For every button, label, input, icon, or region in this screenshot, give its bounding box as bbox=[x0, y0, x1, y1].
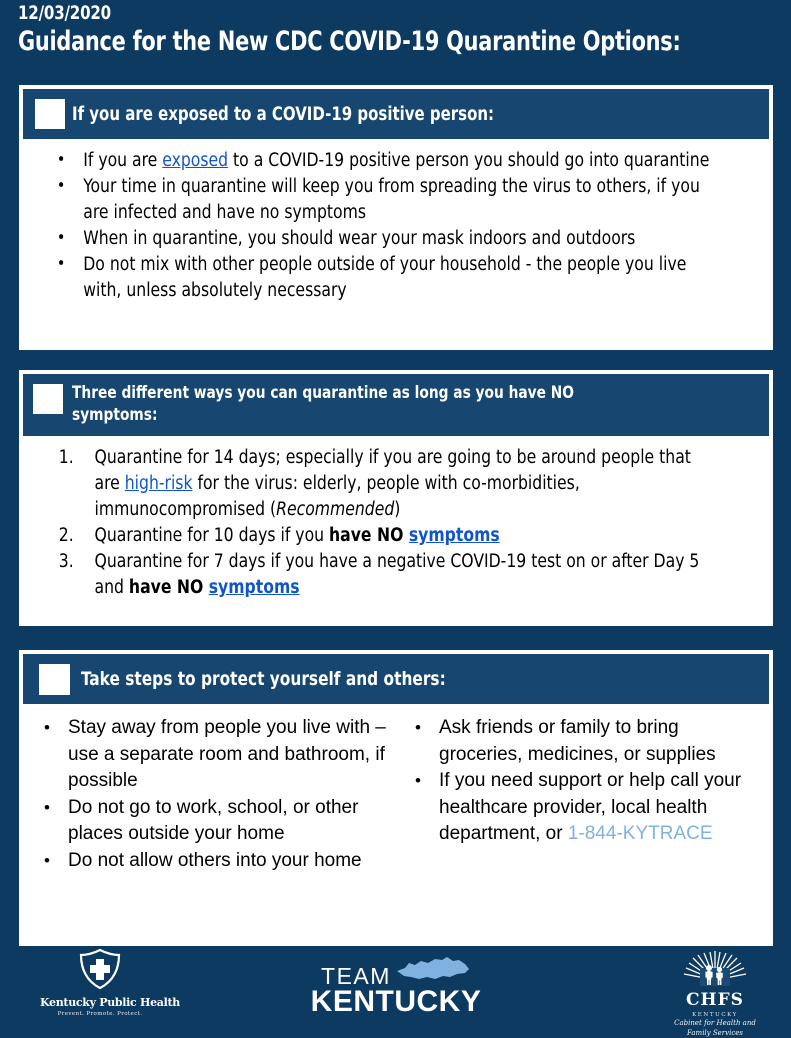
protect-steps-list-right bbox=[397, 715, 762, 848]
section-header-protect-steps bbox=[23, 654, 769, 704]
text-run: to a COVID-19 positive person you should go into quarantine bbox=[228, 150, 710, 171]
section-card-exposure bbox=[20, 86, 772, 349]
emphasis-bold: have NO bbox=[329, 525, 409, 546]
document-header bbox=[0, 0, 791, 65]
bullet-text bbox=[83, 150, 709, 171]
section-card-quarantine-options bbox=[20, 371, 772, 625]
protect-steps-column-left bbox=[32, 715, 397, 874]
white-square-bullet-icon bbox=[39, 664, 70, 695]
emphasis-italic: Recommended bbox=[276, 499, 395, 520]
text-run: Do not allow others into your home bbox=[68, 849, 362, 871]
quarantine-options-numbered-list bbox=[40, 445, 756, 601]
list-item bbox=[32, 715, 397, 795]
white-square-bullet-icon bbox=[33, 384, 63, 414]
text-run: for the virus: elderly, people with co-morbidities, immunocompromised ( bbox=[94, 473, 580, 520]
section-body-exposure bbox=[22, 140, 770, 312]
bullet-text bbox=[439, 717, 716, 765]
list-item bbox=[40, 148, 713, 174]
list-item bbox=[32, 848, 397, 875]
bullet-text bbox=[68, 717, 386, 791]
text-run: Quarantine for 10 days if you bbox=[94, 525, 330, 546]
list-item-number: 2. bbox=[58, 525, 74, 546]
kytrace-phone-link[interactable]: 1-844-KYTRACE bbox=[567, 823, 713, 844]
team-kentucky-logo bbox=[296, 955, 496, 1017]
protect-steps-column-right bbox=[397, 715, 762, 874]
chfs-logo-subtitle-line2: Family Services bbox=[687, 1029, 743, 1037]
text-run: Quarantine for 14 days; especially if you are going to be around people that are bbox=[94, 447, 691, 494]
list-item-text bbox=[95, 447, 691, 520]
section-header-quarantine-options bbox=[23, 374, 769, 436]
section-body-quarantine-options bbox=[22, 437, 770, 609]
section-heading-label: Three different ways you can quarantine as long as you have NO symptoms: bbox=[72, 383, 574, 425]
chfs-logo-name: CHFS bbox=[686, 990, 744, 1010]
kph-logo-name: Kentucky Public Health bbox=[40, 996, 180, 1009]
chfs-logo bbox=[660, 950, 770, 1038]
team-kentucky-line1: TEAM bbox=[321, 963, 391, 989]
kph-logo-tagline: Prevent. Promote. Protect. bbox=[57, 1011, 143, 1017]
chfs-logo-state: KENTUCKY bbox=[692, 1012, 738, 1018]
white-square-bullet-icon bbox=[35, 99, 65, 129]
list-item-number: 3. bbox=[58, 551, 74, 572]
kentucky-public-health-logo bbox=[40, 948, 180, 1017]
text-run: If you need support or help call your healthcare provider, local health department, or bbox=[439, 770, 742, 844]
shield-cross-icon bbox=[78, 977, 122, 994]
section-header-exposure bbox=[23, 89, 769, 139]
chfs-logo-subtitle-line1: Cabinet for Health and bbox=[674, 1019, 756, 1027]
protect-steps-list-left bbox=[32, 715, 397, 874]
bullet-text bbox=[68, 850, 362, 871]
section-card-protect-steps bbox=[20, 651, 772, 945]
inline-link[interactable]: exposed bbox=[162, 150, 229, 171]
list-item bbox=[40, 523, 713, 549]
bullet-text bbox=[83, 254, 686, 301]
text-run: Do not mix with other people outside of your household - the people you live with, unless absolutely necessary bbox=[83, 254, 687, 301]
bullet-text bbox=[83, 176, 700, 223]
list-item-text bbox=[95, 551, 700, 598]
inline-link[interactable]: symptoms bbox=[408, 525, 500, 546]
text-run: Do not go to work, school, or other places outside your home bbox=[68, 796, 359, 844]
text-run: Your time in quarantine will keep you from spreading the virus to others, if you are infected and have no symptoms bbox=[83, 176, 700, 223]
text-run: When in quarantine, you should wear your mask indoors and outdoors bbox=[83, 228, 636, 249]
section-heading-label: Take steps to protect yourself and others: bbox=[81, 667, 446, 690]
text-run: Ask friends or family to bring groceries, medicines, or supplies bbox=[439, 717, 716, 765]
text-run: Stay away from people you live with – use a separate room and bathroom, if possible bbox=[68, 717, 386, 791]
emphasis-bold: have NO bbox=[128, 577, 209, 598]
exposure-bullet-list bbox=[40, 148, 756, 304]
list-item bbox=[40, 252, 713, 304]
list-item bbox=[32, 795, 397, 848]
text-run: Quarantine for 7 days if you have a negative COVID-19 test on or after Day 5 and bbox=[94, 551, 700, 598]
section-heading-label: If you are exposed to a COVID-19 positive person: bbox=[72, 103, 495, 125]
text-run: If you are bbox=[83, 150, 163, 171]
bullet-text bbox=[83, 228, 635, 249]
list-item bbox=[40, 174, 713, 226]
list-item bbox=[397, 768, 762, 848]
list-item bbox=[397, 715, 762, 768]
list-item-text bbox=[95, 525, 500, 546]
list-item-number: 1. bbox=[58, 447, 74, 468]
inline-link[interactable]: high-risk bbox=[124, 473, 193, 494]
list-item bbox=[40, 549, 713, 601]
team-kentucky-line2: KENTUCKY bbox=[310, 985, 482, 1018]
sunburst-family-icon bbox=[678, 973, 752, 990]
bullet-text bbox=[439, 770, 741, 844]
bullet-text bbox=[68, 797, 358, 845]
inline-link[interactable]: symptoms bbox=[208, 577, 300, 598]
section-body-protect-steps bbox=[22, 705, 770, 882]
document-date: 12/03/2020 bbox=[18, 2, 111, 24]
page-title: Guidance for the New CDC COVID-19 Quarantine Options: bbox=[18, 26, 681, 57]
kentucky-state-silhouette-icon bbox=[395, 955, 471, 988]
list-item bbox=[40, 445, 713, 523]
text-run: ) bbox=[394, 499, 401, 520]
list-item bbox=[40, 226, 713, 252]
